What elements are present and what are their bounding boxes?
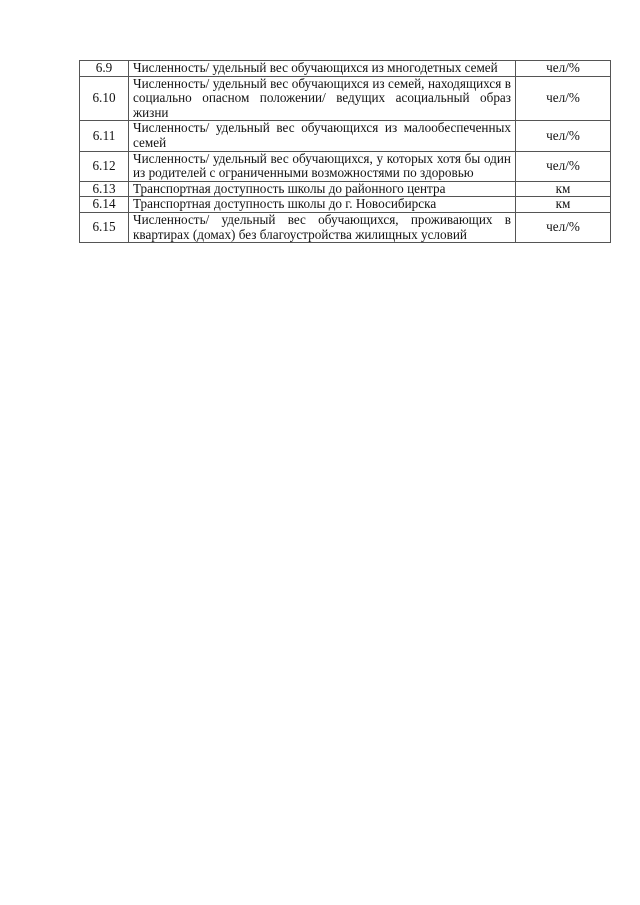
table-row — [80, 197, 611, 213]
row-description: Транспортная доступность школы до г. Новосибирска — [129, 197, 516, 213]
row-description: Численность/ удельный вес обучающихся, проживающих в квартирах (домах) без благоустройства жилищных условий — [129, 212, 516, 242]
row-unit: чел/% — [516, 212, 611, 242]
table-row — [80, 61, 611, 77]
table-row — [80, 76, 611, 121]
row-description: Численность/ удельный вес обучающихся из малообеспеченных семей — [129, 121, 516, 151]
row-unit: чел/% — [516, 76, 611, 121]
table-row — [80, 181, 611, 197]
row-description: Численность/ удельный вес обучающихся из семей, находящихся в социально опасном положении/ ведущих асоциальный образ жизни — [129, 76, 516, 121]
row-description: Транспортная доступность школы до районного центра — [129, 181, 516, 197]
row-description: Численность/ удельный вес обучающихся из многодетных семей — [129, 61, 516, 77]
row-description: Численность/ удельный вес обучающихся, у которых хотя бы один из родителей с ограниченными возможностями по здоровью — [129, 151, 516, 181]
row-number: 6.10 — [80, 76, 129, 121]
table-row — [80, 121, 611, 151]
row-unit: км — [516, 197, 611, 213]
row-number: 6.9 — [80, 61, 129, 77]
row-number: 6.14 — [80, 197, 129, 213]
row-number: 6.12 — [80, 151, 129, 181]
row-unit: км — [516, 181, 611, 197]
indicators-table — [79, 60, 611, 243]
table-row — [80, 212, 611, 242]
row-number: 6.11 — [80, 121, 129, 151]
row-unit: чел/% — [516, 61, 611, 77]
row-number: 6.13 — [80, 181, 129, 197]
row-number: 6.15 — [80, 212, 129, 242]
table-row — [80, 151, 611, 181]
row-unit: чел/% — [516, 151, 611, 181]
row-unit: чел/% — [516, 121, 611, 151]
